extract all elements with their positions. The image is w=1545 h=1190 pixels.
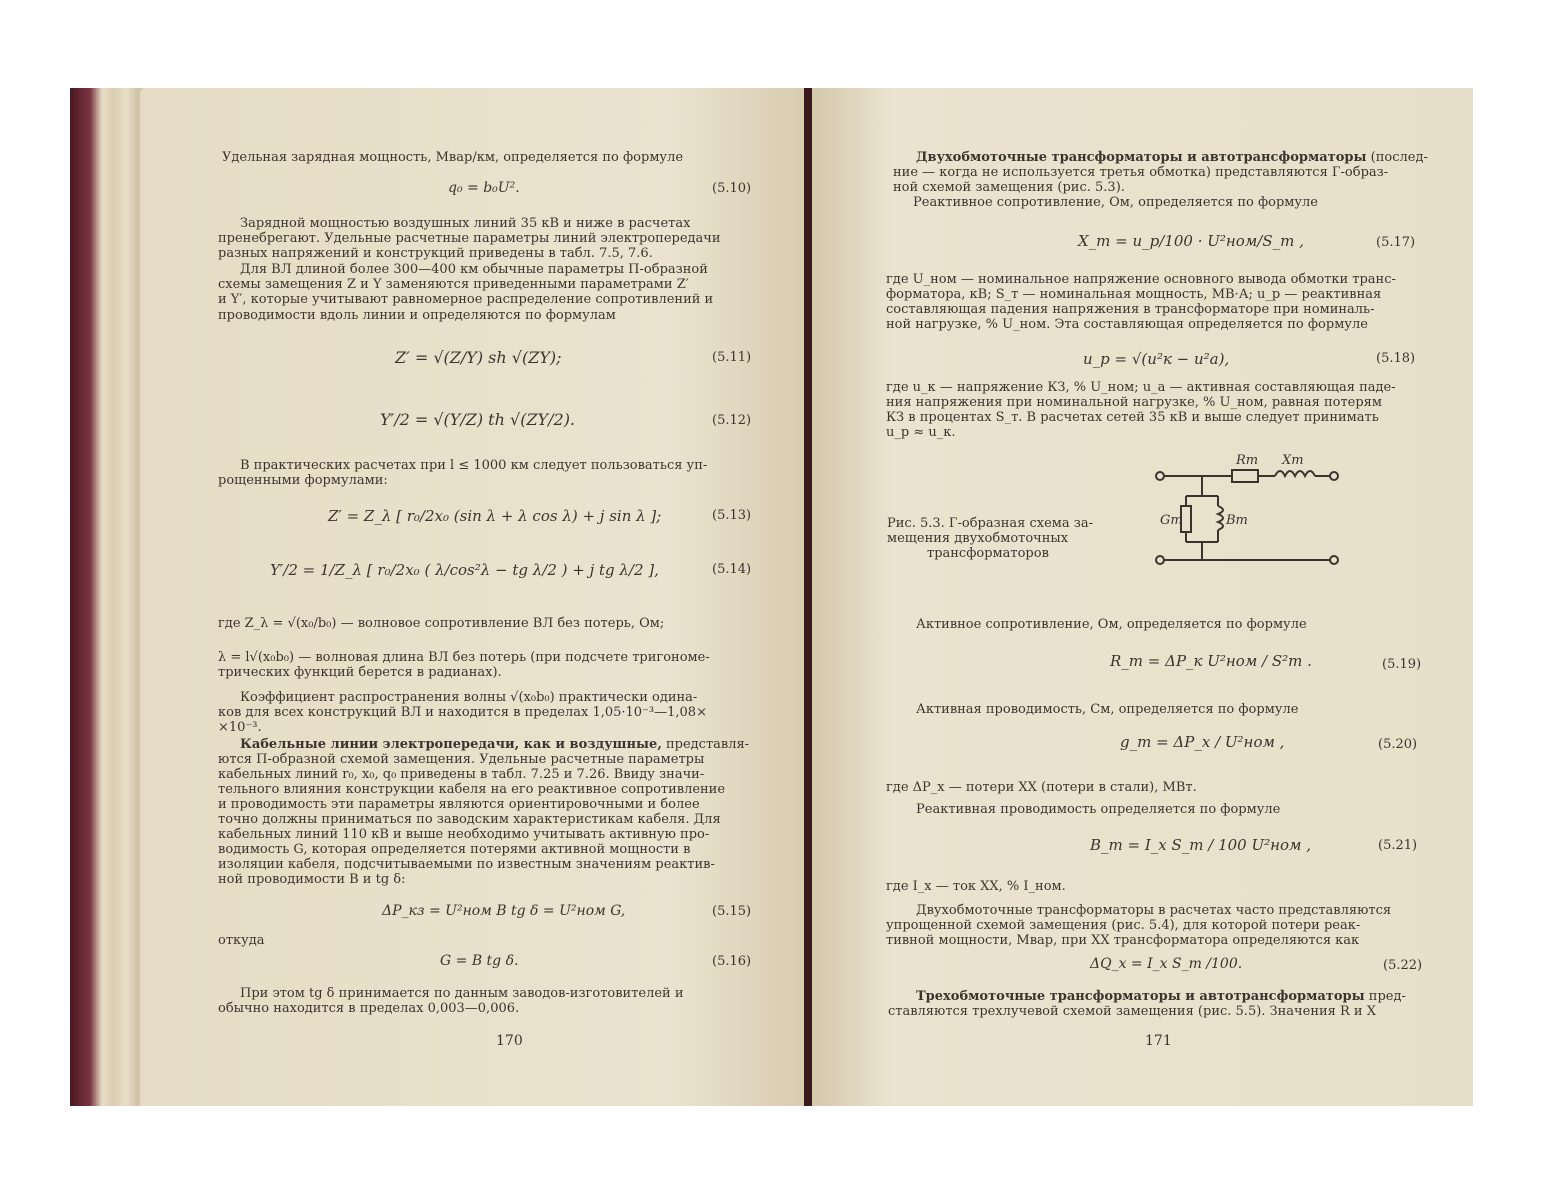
paragraph-line: Зарядной мощностью воздушных линий 35 кВ и ниже в расчетах <box>240 216 691 231</box>
paragraph-line: ной нагрузке, % U_ном. Эта составляющая определяется по формуле <box>886 317 1368 332</box>
paragraph-line: Двухобмоточные трансформаторы в расчетах часто представляются <box>916 903 1392 918</box>
paragraph-line: и Y′, которые учитывают равномерное распределение сопротивлений и <box>218 292 714 307</box>
equation-5-20: g_т = ΔP_х / U²ном , <box>1120 733 1285 751</box>
paragraph-line: форматора, кВ; S_т — номинальная мощность, МВ·А; u_р — реактивная <box>886 287 1382 302</box>
paragraph-line: откуда <box>218 933 265 948</box>
terminal-icon <box>1156 472 1164 480</box>
paragraph-line: где ΔP_х — потери ХХ (потери в стали), МВт. <box>886 780 1197 795</box>
equation-5-19: R_т = ΔP_к U²ном / S²т . <box>1110 652 1312 670</box>
figure-caption: трансформаторов <box>927 546 1049 561</box>
paragraph-line: ния напряжения при номинальной нагрузке, % U_ном, равная потерям <box>886 395 1382 410</box>
paragraph-line: ние — когда не используется третья обмотка) представляются Г-образ- <box>893 165 1389 180</box>
text-run: представля- <box>661 737 750 752</box>
paragraph-line: точно должны приниматься по заводским характеристикам кабеля. Для <box>218 812 721 827</box>
equation-5-22: ΔQ_х = I_х S_т /100. <box>1090 956 1243 972</box>
paragraph-line: где u_к — напряжение КЗ, % U_ном; u_а — активная составляющая паде- <box>886 380 1396 395</box>
equation-number: (5.21) <box>1378 838 1418 853</box>
susceptance-icon <box>1218 506 1223 530</box>
figure-caption: Рис. 5.3. Г-образная схема за- <box>887 516 1093 531</box>
equation-5-14: Y′/2 = 1/Z_λ [ r₀/2x₀ ( λ/cos²λ − tg λ/2 ) + j tg λ/2 ], <box>270 561 659 579</box>
equation-number: (5.17) <box>1376 235 1416 250</box>
paragraph-line: ной проводимости B и tg δ: <box>218 872 406 887</box>
paragraph-line: Коэффициент распространения волны √(x₀b₀) практически одина- <box>240 690 698 705</box>
paragraph-line: ются П-образной схемой замещения. Удельные расчетные параметры <box>218 752 705 767</box>
bold-heading: Трехобмоточные трансформаторы и автотрансформаторы <box>916 989 1365 1004</box>
equation-number: (5.19) <box>1382 657 1422 672</box>
text-run: пред- <box>1364 989 1406 1004</box>
bold-heading: Кабельные линии электропередачи, как и воздушные, <box>240 737 662 752</box>
paragraph-line: Активная проводимость, См, определяется по формуле <box>916 702 1299 717</box>
equation-5-15: ΔP_кз = U²ном B tg δ = U²ном G, <box>382 903 626 919</box>
bold-heading: Двухобмоточные трансформаторы и автотрансформаторы <box>916 150 1367 165</box>
paragraph-line <box>916 989 1406 1004</box>
equation-5-18: u_р = √(u²к − u²а), <box>1083 350 1230 368</box>
paragraph-line: где U_ном — номинальное напряжение основного вывода обмотки транс- <box>886 272 1396 287</box>
equation-number: (5.11) <box>712 350 752 365</box>
paragraph-line: где I_х — ток ХХ, % I_ном. <box>886 879 1066 894</box>
paragraph-line: ной схемой замещения (рис. 5.3). <box>893 180 1125 195</box>
figure-caption: мещения двухобмоточных <box>887 531 1069 546</box>
paragraph-line: разных напряжений и конструкций приведены в табл. 7.5, 7.6. <box>218 246 653 261</box>
paragraph-line: составляющая падения напряжения в трансформаторе при номиналь- <box>886 302 1375 317</box>
paragraph-line: При этом tg δ принимается по данным заводов-изготовителей и <box>240 986 684 1001</box>
paragraph-line: λ = l√(x₀b₀) — волновая длина ВЛ без потерь (при подсчете тригономе- <box>218 650 710 665</box>
paragraph-line: упрощенной схемой замещения (рис. 5.4), для которой потери реак- <box>886 918 1361 933</box>
paragraph-line: обычно находится в пределах 0,003—0,006. <box>218 1001 520 1016</box>
paragraph-line: u_р ≈ u_к. <box>886 425 956 440</box>
label-x: Xт <box>1282 453 1304 468</box>
paragraph-line: проводимости вдоль линии и определяются по формулам <box>218 308 616 323</box>
equation-5-21: B_т = I_х S_т / 100 U²ном , <box>1090 836 1312 854</box>
equation-5-17: X_т = u_р/100 · U²ном/S_т , <box>1078 232 1304 250</box>
equation-number: (5.13) <box>712 508 752 523</box>
label-r: Rт <box>1236 453 1259 468</box>
page-number: 171 <box>1145 1033 1172 1049</box>
paragraph-line: тивной мощности, Мвар, при ХХ трансформатора определяются как <box>886 933 1360 948</box>
book-gutter <box>804 88 812 1106</box>
terminal-icon <box>1330 556 1338 564</box>
paragraph-line: В практических расчетах при l ≤ 1000 км следует пользоваться уп- <box>240 458 708 473</box>
paragraph-line: кабельных линий r₀, x₀, q₀ приведены в табл. 7.25 и 7.26. Ввиду значи- <box>218 767 705 782</box>
paragraph-line: где Z_λ = √(x₀/b₀) — волновое сопротивление ВЛ без потерь, Ом; <box>218 616 665 631</box>
paragraph-line: пренебрегают. Удельные расчетные параметры линий электропередачи <box>218 231 721 246</box>
paragraph-line: Для ВЛ длиной более 300—400 км обычные параметры П-образной <box>240 262 708 277</box>
equation-number: (5.22) <box>1383 958 1423 973</box>
paragraph-line: схемы замещения Z и Y заменяются приведенными параметрами Z′ <box>218 277 689 292</box>
paragraph-line: водимость G, которая определяется потерями активной мощности в <box>218 842 691 857</box>
equation-5-13: Z′ = Z_λ [ r₀/2x₀ (sin λ + λ cos λ) + j sin λ ]; <box>328 507 662 525</box>
equation-5-16: G = B tg δ. <box>440 953 519 969</box>
paragraph-line: Реактивное сопротивление, Ом, определяется по формуле <box>913 195 1318 210</box>
paragraph-line: трических функций берется в радианах). <box>218 665 502 680</box>
equation-number: (5.12) <box>712 413 752 428</box>
paragraph-line: ков для всех конструкций ВЛ и находится в пределах 1,05·10⁻³—1,08× <box>218 705 707 720</box>
paragraph-line: Реактивная проводимость определяется по формуле <box>916 802 1281 817</box>
paragraph-line: Активное сопротивление, Ом, определяется по формуле <box>916 617 1307 632</box>
page-number: 170 <box>496 1033 523 1049</box>
label-g: Gт <box>1160 513 1183 528</box>
paragraph-line: изоляции кабеля, подсчитываемыми по известным значениям реактив- <box>218 857 715 872</box>
paragraph-line: тельного влияния конструкции кабеля на его реактивное сопротивление <box>218 782 726 797</box>
resistor-icon <box>1232 470 1258 482</box>
paragraph-line <box>916 150 1428 165</box>
equation-5-10: q₀ = b₀U². <box>448 180 520 196</box>
paragraph-line: и проводимость эти параметры являются ориентировочными и более <box>218 797 700 812</box>
paragraph-line: Удельная зарядная мощность, Мвар/км, определяется по формуле <box>222 150 684 165</box>
terminal-icon <box>1330 472 1338 480</box>
inductor-icon <box>1275 471 1315 476</box>
page-edges <box>70 88 150 1106</box>
equation-number: (5.14) <box>712 562 752 577</box>
equation-number: (5.15) <box>712 904 752 919</box>
label-b: Bт <box>1226 513 1248 528</box>
equation-number: (5.20) <box>1378 737 1418 752</box>
equation-number: (5.18) <box>1376 351 1416 366</box>
equation-5-12: Y′/2 = √(Y/Z) th √(ZY/2). <box>380 410 576 429</box>
terminal-icon <box>1156 556 1164 564</box>
equation-number: (5.10) <box>712 181 752 196</box>
text-run: (послед- <box>1366 150 1428 165</box>
paragraph-line: ставляются трехлучевой схемой замещения (рис. 5.5). Значения R и X <box>888 1004 1376 1019</box>
paragraph-line: ×10⁻³. <box>218 720 262 735</box>
paragraph-line: кабельных линий 110 кВ и выше необходимо учитывать активную про- <box>218 827 710 842</box>
paragraph-line <box>240 737 749 752</box>
paragraph-line: КЗ в процентах S_т. В расчетах сетей 35 кВ и выше следует принимать <box>886 410 1379 425</box>
equation-number: (5.16) <box>712 954 752 969</box>
equation-5-11: Z′ = √(Z/Y) sh √(ZY); <box>395 348 562 367</box>
circuit-diagram <box>1150 450 1345 575</box>
paragraph-line: рощенными формулами: <box>218 473 388 488</box>
